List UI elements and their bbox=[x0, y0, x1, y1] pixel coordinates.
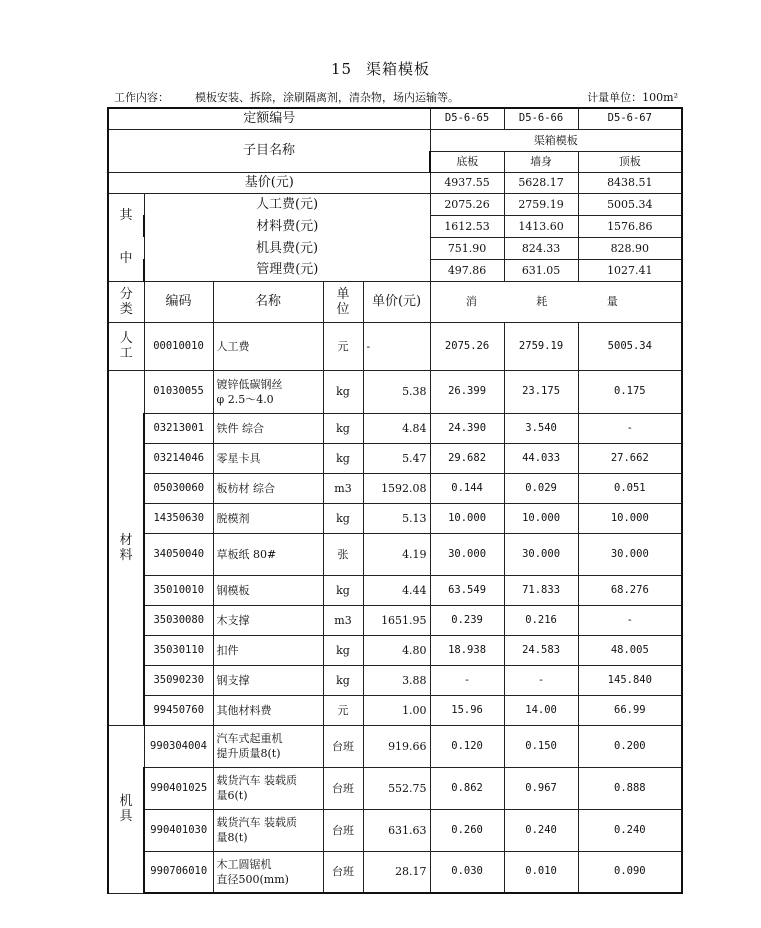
row-price: 1.00 bbox=[363, 695, 430, 725]
group-name: 渠箱模板 bbox=[430, 129, 682, 151]
row-value: 3.540 bbox=[504, 413, 578, 443]
breakdown-value: 2075.26 bbox=[430, 193, 504, 215]
base-price: 4937.55 bbox=[430, 172, 504, 193]
row-name: 板枋材 综合 bbox=[213, 473, 323, 503]
row-unit: 台班 bbox=[323, 767, 363, 809]
work-content-text: 模板安装、拆除，涂刷隔离剂，清杂物，场内运输等。 bbox=[195, 91, 459, 104]
row-value: 18.938 bbox=[430, 635, 504, 665]
row-code: 990304004 bbox=[144, 725, 213, 767]
category-labor: 人 工 bbox=[108, 322, 144, 370]
breakdown-value: 497.86 bbox=[430, 259, 504, 281]
code-cell: D5-6-65 bbox=[430, 108, 504, 129]
row-value: 30.000 bbox=[578, 533, 682, 575]
table-row bbox=[108, 413, 682, 443]
breakdown-label: 材料费(元) bbox=[144, 215, 430, 237]
row-value: - bbox=[578, 413, 682, 443]
base-price: 8438.51 bbox=[578, 172, 682, 193]
row-value: 26.399 bbox=[430, 370, 504, 413]
row-code: 01030055 bbox=[144, 370, 213, 413]
category-machinery: 机 具 bbox=[108, 725, 144, 893]
breakdown-value: 5005.34 bbox=[578, 193, 682, 215]
title-number: 15 bbox=[330, 60, 353, 78]
row-name: 草板纸 80# bbox=[213, 533, 323, 575]
work-content-label: 工作内容： bbox=[114, 91, 169, 104]
table-row bbox=[108, 725, 682, 767]
row-name: 铁件 综合 bbox=[213, 413, 323, 443]
code-cell: D5-6-66 bbox=[504, 108, 578, 129]
row-code: 990401025 bbox=[144, 767, 213, 809]
sub-item: 墙身 bbox=[504, 151, 578, 172]
row-price: 3.88 bbox=[363, 665, 430, 695]
col-category: 分 类 bbox=[108, 281, 144, 322]
base-price: 5628.17 bbox=[504, 172, 578, 193]
item-label: 子目名称 bbox=[108, 129, 430, 172]
table-row bbox=[108, 533, 682, 575]
breakdown-value: 751.90 bbox=[430, 237, 504, 259]
row-value: 44.033 bbox=[504, 443, 578, 473]
breakdown-value: 1413.60 bbox=[504, 215, 578, 237]
row-value: 30.000 bbox=[430, 533, 504, 575]
row-unit: m3 bbox=[323, 605, 363, 635]
row-value: 29.682 bbox=[430, 443, 504, 473]
row-value: 0.260 bbox=[430, 809, 504, 851]
col-consumption: 消 耗 量 bbox=[430, 281, 682, 322]
row-value: 15.96 bbox=[430, 695, 504, 725]
col-name: 名称 bbox=[213, 281, 323, 322]
row-name: 载货汽车 装载质 量8(t) bbox=[213, 809, 323, 851]
row-unit: 张 bbox=[323, 533, 363, 575]
row-price: 5.47 bbox=[363, 443, 430, 473]
row-value: 27.662 bbox=[578, 443, 682, 473]
row-code: 990706010 bbox=[144, 851, 213, 893]
machinery-section bbox=[108, 725, 682, 893]
code-label: 定额编号 bbox=[108, 108, 430, 129]
row-unit: kg bbox=[323, 413, 363, 443]
row-value: 68.276 bbox=[578, 575, 682, 605]
base-price-label: 基价(元) bbox=[108, 172, 430, 193]
row-price: 1592.08 bbox=[363, 473, 430, 503]
row-code: 14350630 bbox=[144, 503, 213, 533]
page-title bbox=[0, 58, 761, 79]
row-value: 0.967 bbox=[504, 767, 578, 809]
row-name: 人工费 bbox=[213, 322, 323, 370]
row-value: 0.200 bbox=[578, 725, 682, 767]
breakdown-value: 1027.41 bbox=[578, 259, 682, 281]
table-row bbox=[108, 322, 682, 370]
breakdown-label: 人工费(元) bbox=[144, 193, 430, 215]
row-price: 4.84 bbox=[363, 413, 430, 443]
row-value: - bbox=[504, 665, 578, 695]
table-row bbox=[108, 809, 682, 851]
table-row bbox=[108, 665, 682, 695]
table-row bbox=[108, 370, 682, 413]
table-row bbox=[108, 473, 682, 503]
row-value: 10.000 bbox=[504, 503, 578, 533]
row-price: 5.38 bbox=[363, 370, 430, 413]
row-unit: kg bbox=[323, 635, 363, 665]
breakdown-value: 828.90 bbox=[578, 237, 682, 259]
row-value: 0.150 bbox=[504, 725, 578, 767]
row-name: 木工圆锯机 直径500(mm) bbox=[213, 851, 323, 893]
title-name: 渠箱模板 bbox=[366, 60, 431, 78]
row-unit: kg bbox=[323, 575, 363, 605]
row-name: 汽车式起重机 提升质量8(t) bbox=[213, 725, 323, 767]
row-code: 35030080 bbox=[144, 605, 213, 635]
row-value: 0.051 bbox=[578, 473, 682, 503]
row-name: 零星卡具 bbox=[213, 443, 323, 473]
col-code: 编码 bbox=[144, 281, 213, 322]
table-row bbox=[108, 605, 682, 635]
row-unit: kg bbox=[323, 503, 363, 533]
row-code: 03214046 bbox=[144, 443, 213, 473]
row-name: 其他材料费 bbox=[213, 695, 323, 725]
row-code: 05030060 bbox=[144, 473, 213, 503]
work-content bbox=[114, 89, 459, 105]
row-value: 0.010 bbox=[504, 851, 578, 893]
row-value: 0.030 bbox=[430, 851, 504, 893]
code-cell: D5-6-67 bbox=[578, 108, 682, 129]
breakdown-value: 824.33 bbox=[504, 237, 578, 259]
row-unit: kg bbox=[323, 443, 363, 473]
code-row bbox=[108, 108, 682, 129]
row-price: 631.63 bbox=[363, 809, 430, 851]
row-unit: 台班 bbox=[323, 851, 363, 893]
row-code: 34050040 bbox=[144, 533, 213, 575]
row-value: 0.090 bbox=[578, 851, 682, 893]
table-row bbox=[108, 767, 682, 809]
row-value: 2759.19 bbox=[504, 322, 578, 370]
row-value: 0.175 bbox=[578, 370, 682, 413]
row-unit: 台班 bbox=[323, 725, 363, 767]
row-code: 99450760 bbox=[144, 695, 213, 725]
breakdown-label: 机具费(元) bbox=[144, 237, 430, 259]
row-code: 35030110 bbox=[144, 635, 213, 665]
row-value: 30.000 bbox=[504, 533, 578, 575]
row-name: 脱模剂 bbox=[213, 503, 323, 533]
row-value: 0.029 bbox=[504, 473, 578, 503]
row-name: 扣件 bbox=[213, 635, 323, 665]
row-value: 0.239 bbox=[430, 605, 504, 635]
measure-unit: 计量单位：100m² bbox=[587, 91, 678, 104]
row-value: 71.833 bbox=[504, 575, 578, 605]
row-value: 10.000 bbox=[578, 503, 682, 533]
column-header-row bbox=[108, 281, 682, 322]
row-value: 14.00 bbox=[504, 695, 578, 725]
row-code: 00010010 bbox=[144, 322, 213, 370]
among-label-top: 其 bbox=[108, 193, 144, 237]
row-price: 4.19 bbox=[363, 533, 430, 575]
col-unit: 单 位 bbox=[323, 281, 363, 322]
row-name: 钢模板 bbox=[213, 575, 323, 605]
row-value: 0.120 bbox=[430, 725, 504, 767]
row-value: 145.840 bbox=[578, 665, 682, 695]
row-unit: kg bbox=[323, 370, 363, 413]
row-value: 48.005 bbox=[578, 635, 682, 665]
row-unit: 元 bbox=[323, 322, 363, 370]
category-materials: 材 料 bbox=[108, 370, 144, 725]
breakdown-value: 1612.53 bbox=[430, 215, 504, 237]
row-price: 5.13 bbox=[363, 503, 430, 533]
breakdown-value: 631.05 bbox=[504, 259, 578, 281]
breakdown-value: 1576.86 bbox=[578, 215, 682, 237]
row-code: 990401030 bbox=[144, 809, 213, 851]
breakdown-label: 管理费(元) bbox=[144, 259, 430, 281]
row-value: - bbox=[578, 605, 682, 635]
among-label-bottom: 中 bbox=[108, 237, 144, 281]
row-name: 钢支撑 bbox=[213, 665, 323, 695]
table-row bbox=[108, 503, 682, 533]
sub-item: 底板 bbox=[430, 151, 504, 172]
row-code: 35010010 bbox=[144, 575, 213, 605]
row-value: 23.175 bbox=[504, 370, 578, 413]
row-price: 28.17 bbox=[363, 851, 430, 893]
row-value: 0.216 bbox=[504, 605, 578, 635]
row-unit: kg bbox=[323, 665, 363, 695]
row-price: - bbox=[363, 322, 430, 370]
row-value: 24.583 bbox=[504, 635, 578, 665]
row-value: 0.240 bbox=[504, 809, 578, 851]
col-price: 单价(元) bbox=[363, 281, 430, 322]
row-value: 10.000 bbox=[430, 503, 504, 533]
row-name: 木支撑 bbox=[213, 605, 323, 635]
row-code: 35090230 bbox=[144, 665, 213, 695]
row-price: 1651.95 bbox=[363, 605, 430, 635]
row-value: 5005.34 bbox=[578, 322, 682, 370]
quota-table bbox=[107, 107, 683, 894]
row-unit: m3 bbox=[323, 473, 363, 503]
row-price: 4.80 bbox=[363, 635, 430, 665]
row-value: 0.862 bbox=[430, 767, 504, 809]
table-row bbox=[108, 443, 682, 473]
sub-item: 顶板 bbox=[578, 151, 682, 172]
table-row bbox=[108, 575, 682, 605]
row-value: 0.888 bbox=[578, 767, 682, 809]
table-row bbox=[108, 635, 682, 665]
row-value: 2075.26 bbox=[430, 322, 504, 370]
materials-section bbox=[108, 370, 682, 725]
row-value: 66.99 bbox=[578, 695, 682, 725]
table-row bbox=[108, 851, 682, 893]
table-row bbox=[108, 695, 682, 725]
row-name: 镀锌低碳钢丝 φ 2.5～4.0 bbox=[213, 370, 323, 413]
row-unit: 台班 bbox=[323, 809, 363, 851]
row-value: 24.390 bbox=[430, 413, 504, 443]
row-value: 0.240 bbox=[578, 809, 682, 851]
row-value: 0.144 bbox=[430, 473, 504, 503]
row-code: 03213001 bbox=[144, 413, 213, 443]
breakdown-value: 2759.19 bbox=[504, 193, 578, 215]
row-price: 552.75 bbox=[363, 767, 430, 809]
base-price-row bbox=[108, 172, 682, 193]
row-value: 63.549 bbox=[430, 575, 504, 605]
row-price: 919.66 bbox=[363, 725, 430, 767]
row-value: - bbox=[430, 665, 504, 695]
row-unit: 元 bbox=[323, 695, 363, 725]
row-price: 4.44 bbox=[363, 575, 430, 605]
row-name: 载货汽车 装载质 量6(t) bbox=[213, 767, 323, 809]
